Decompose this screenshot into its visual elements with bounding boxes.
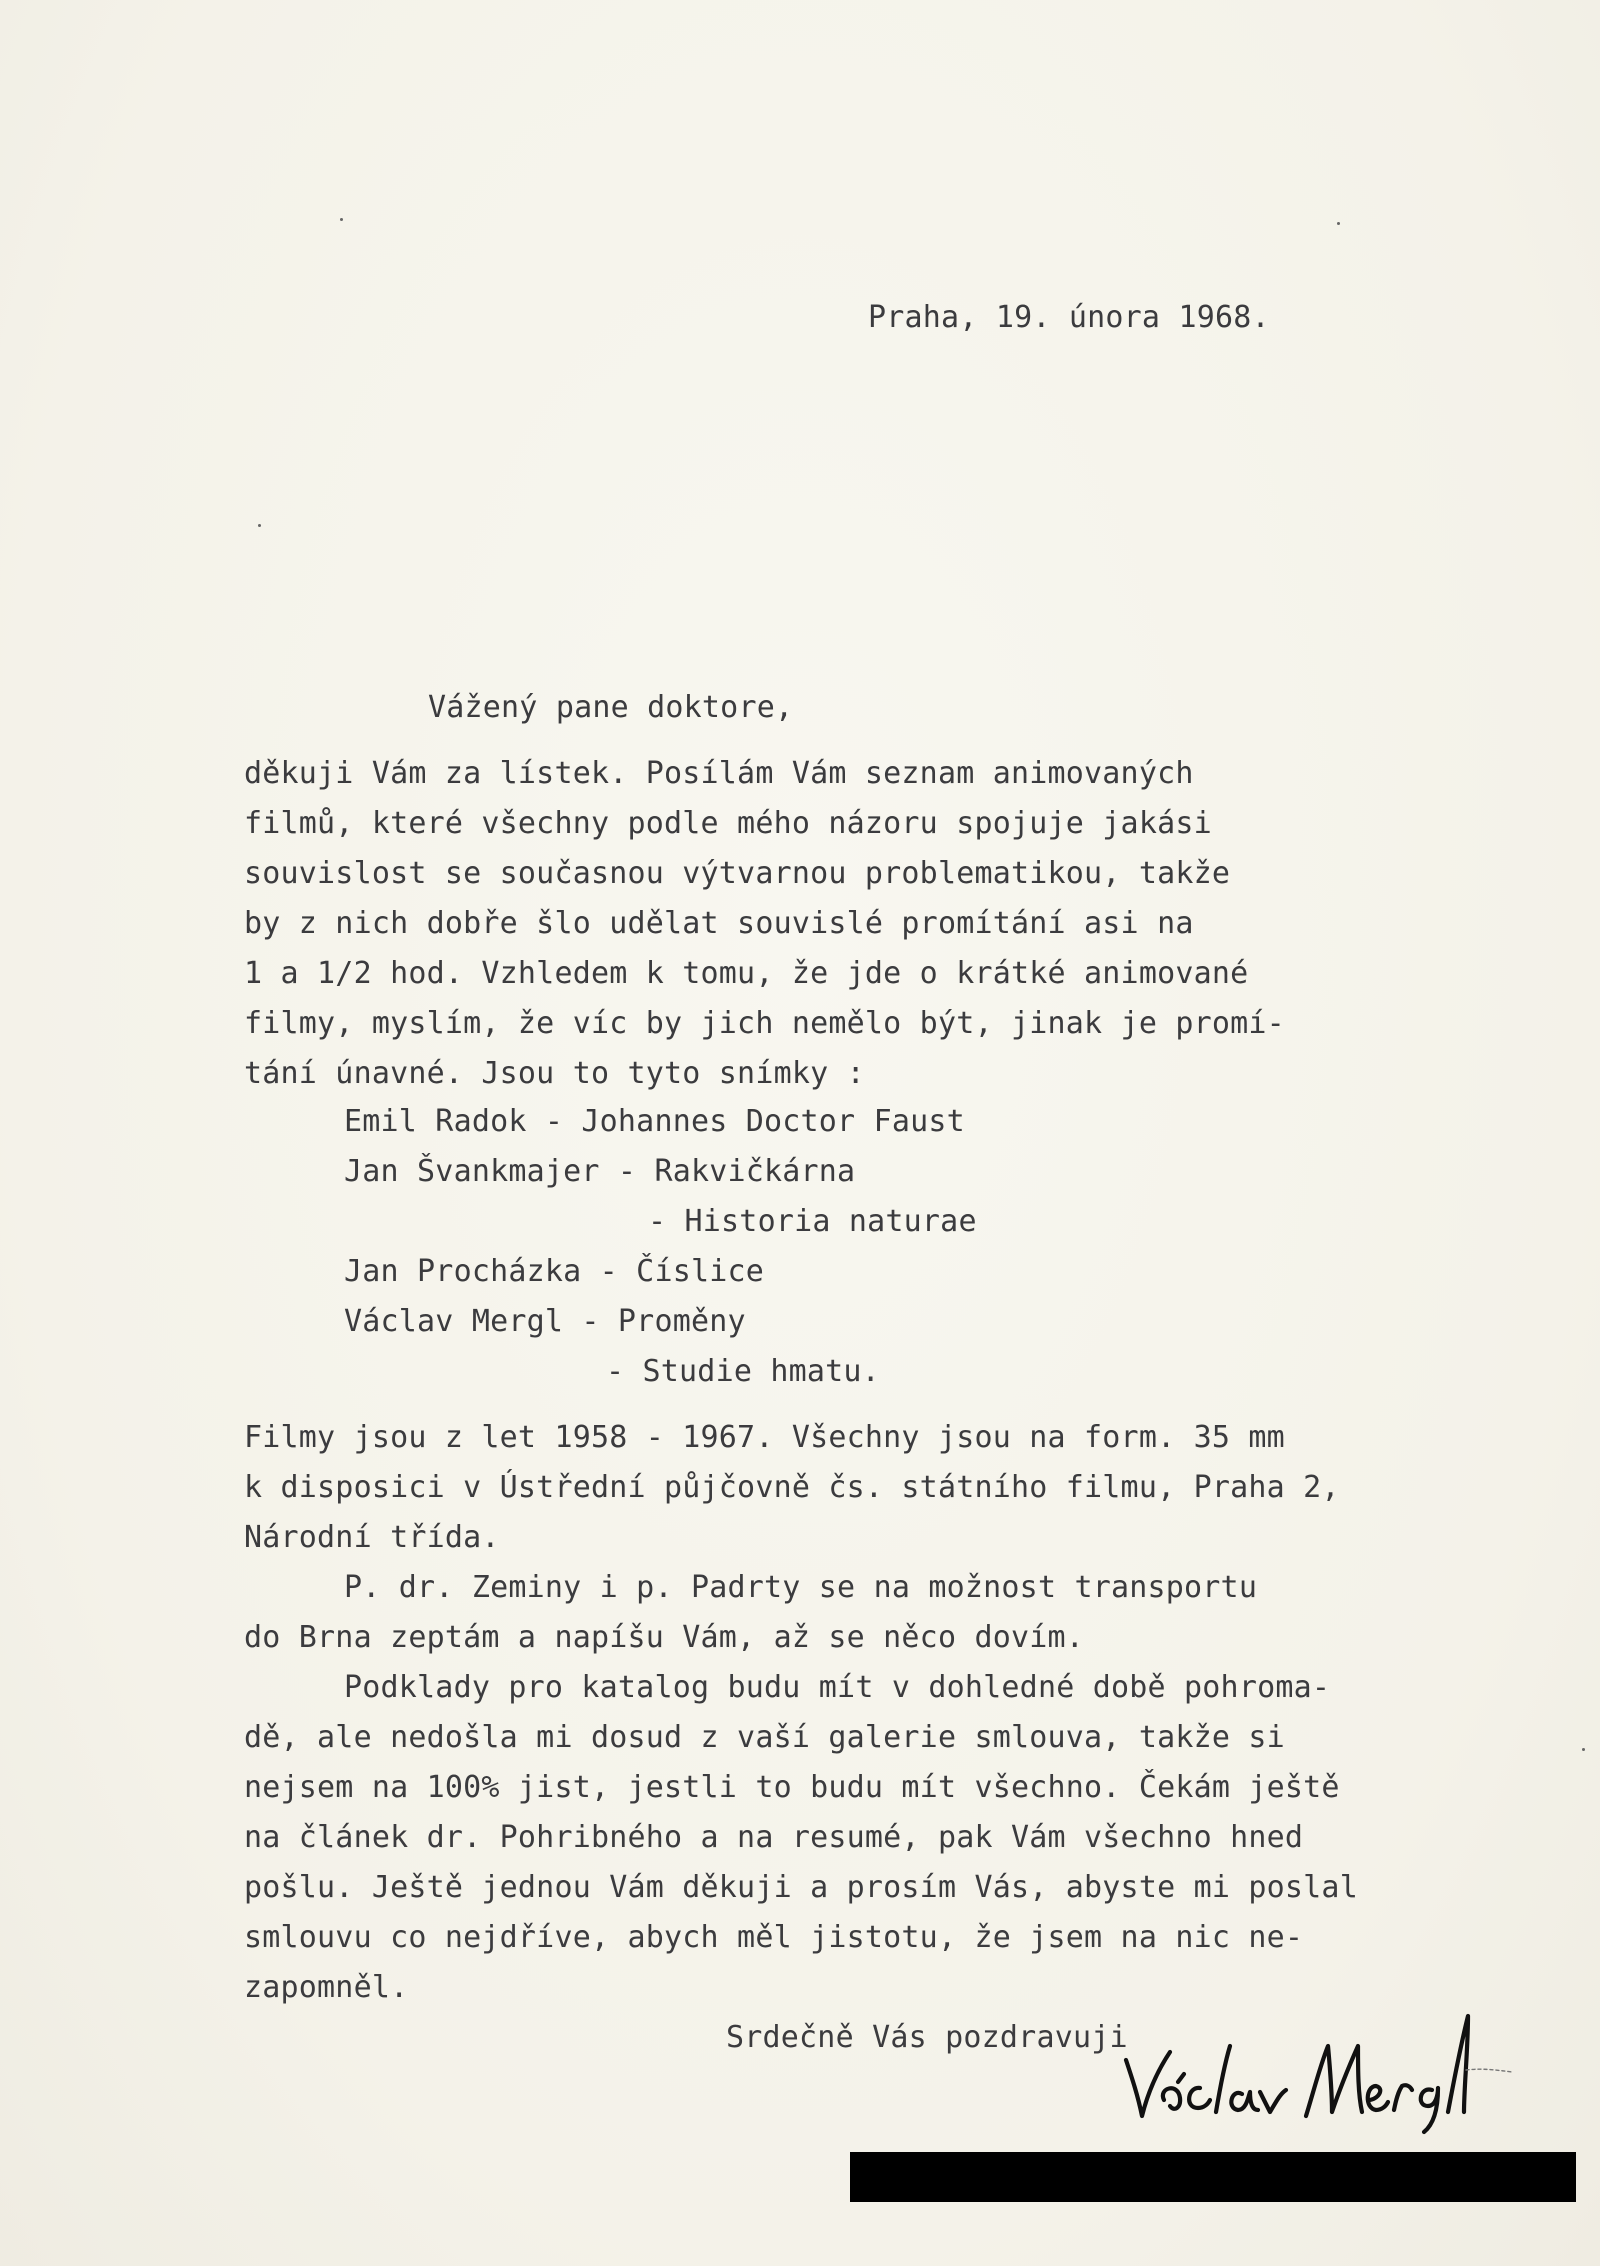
film-list-item: Emil Radok - Johannes Doctor Faust	[344, 1104, 965, 1139]
paragraph-line: nejsem na 100% jist, jestli to budu mít všechno. Čekám ještě	[244, 1770, 1340, 1805]
film-list-item: Václav Mergl - Proměny	[344, 1304, 746, 1339]
paragraph-line: na článek dr. Pohribného a na resumé, pak Vám všechno hned	[244, 1820, 1304, 1855]
paragraph-line: do Brna zeptám a napíšu Vám, až se něco dovím.	[244, 1620, 1085, 1655]
date-line: Praha, 19. února 1968.	[868, 300, 1270, 335]
body-line: děkuji Vám za lístek. Posílám Vám seznam animovaných	[244, 756, 1194, 791]
paragraph-line: pošlu. Ještě jednou Vám děkuji a prosím Vás, abyste mi poslal	[244, 1870, 1358, 1905]
paper-speck	[1582, 1748, 1585, 1751]
paragraph-line: Filmy jsou z let 1958 - 1967. Všechny jsou na form. 35 mm	[244, 1420, 1285, 1455]
paragraph-line: Podklady pro katalog budu mít v dohledné době pohroma-	[344, 1670, 1331, 1705]
film-list-item: Jan Procházka - Číslice	[344, 1254, 765, 1289]
paper-speck	[340, 218, 343, 221]
signature	[1118, 2008, 1518, 2138]
paper-speck	[258, 524, 261, 527]
paragraph-line: k disposici v Ústřední půjčovně čs. státního filmu, Praha 2,	[244, 1470, 1340, 1505]
paragraph-line: Národní třída.	[244, 1520, 500, 1555]
body-line: tání únavné. Jsou to tyto snímky :	[244, 1056, 865, 1091]
body-line: filmů, které všechny podle mého názoru spojuje jakási	[244, 806, 1212, 841]
film-list-item: - Studie hmatu.	[606, 1354, 880, 1389]
film-list-item: - Historia naturae	[648, 1204, 977, 1239]
redaction-bar	[850, 2152, 1576, 2202]
paper-speck	[1337, 222, 1340, 225]
body-line: souvislost se současnou výtvarnou problematikou, takže	[244, 856, 1231, 891]
salutation: Vážený pane doktore,	[428, 690, 794, 725]
body-line: by z nich dobře šlo udělat souvislé promítání asi na	[244, 906, 1194, 941]
paragraph-line: dě, ale nedošla mi dosud z vaší galerie smlouva, takže si	[244, 1720, 1285, 1755]
body-line: 1 a 1/2 hod. Vzhledem k tomu, že jde o krátké animované	[244, 956, 1249, 991]
closing: Srdečně Vás pozdravuji	[726, 2020, 1128, 2055]
paragraph-line: zapomněl.	[244, 1970, 409, 2005]
body-line: filmy, myslím, že víc by jich nemělo být, jinak je promí-	[244, 1006, 1285, 1041]
film-list-item: Jan Švankmajer - Rakvičkárna	[344, 1154, 856, 1189]
paragraph-line: smlouvu co nejdříve, abych měl jistotu, že jsem na nic ne-	[244, 1920, 1304, 1955]
paragraph-line: P. dr. Zeminy i p. Padrty se na možnost transportu	[344, 1570, 1258, 1605]
